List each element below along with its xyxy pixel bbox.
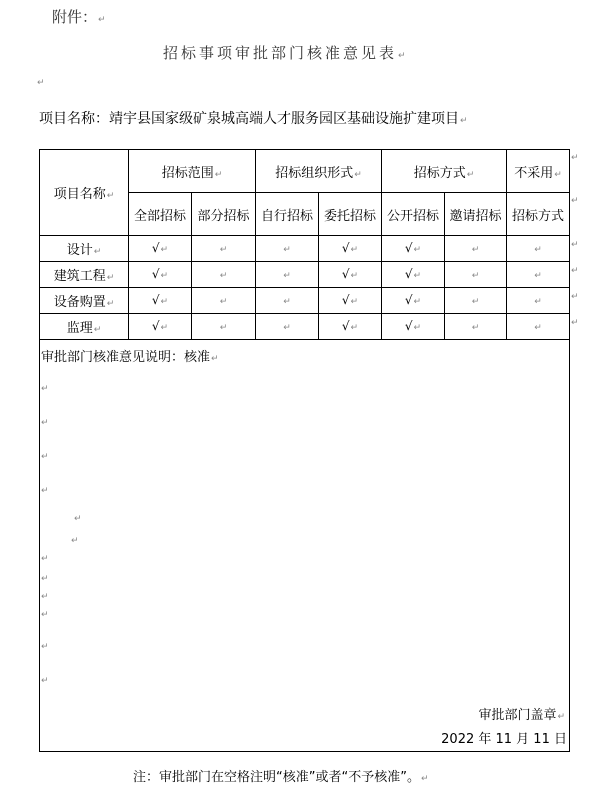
check-cell[interactable]: ↵ [256,314,319,340]
check-cell[interactable]: ↵ [256,262,319,288]
check-mark-icon: √ ↵ [405,293,421,307]
check-mark-icon: √ ↵ [342,319,358,333]
check-cell[interactable] [129,236,192,262]
check-cell[interactable]: ↵ [256,236,319,262]
table-row [40,314,570,340]
subheader-cell: 全部招标 [129,193,192,236]
table-row [40,288,570,314]
check-cell[interactable] [129,262,192,288]
document-title: 招标事项审批部门核准意见表 ↵ [163,42,409,63]
project-name-line: 项目名称：靖宇县国家级矿泉城高端人才服务园区基础设施扩建项目 ↵ [39,108,468,128]
subheader-cell: 公开招标 [382,193,445,236]
row-name: 设备购置 ↵ [40,288,129,314]
check-mark-icon: √ ↵ [342,267,358,281]
check-cell[interactable]: ↵ [507,262,570,288]
check-cell[interactable]: ↵ [507,236,570,262]
opinion-text: 审批部门核准意见说明：核准 ↵ [41,346,219,365]
paragraph-mark: ↵ [37,78,45,88]
check-cell[interactable]: ↵ [192,262,256,288]
check-mark-icon: √ ↵ [405,319,421,333]
approval-table [39,149,570,752]
check-mark-icon: √ ↵ [342,293,358,307]
approval-date: 2022 年 11 月 11 日 [441,732,567,747]
check-cell[interactable]: ↵ [445,236,507,262]
check-cell[interactable]: ↵ [192,314,256,340]
subheader-cell: 自行招标 [256,193,319,236]
check-cell[interactable] [382,262,445,288]
row-name: 监理 ↵ [40,314,129,340]
row-name: 建筑工程 ↵ [40,262,129,288]
check-cell[interactable] [382,236,445,262]
check-cell[interactable] [319,314,382,340]
table-row [40,236,570,262]
check-cell[interactable] [382,314,445,340]
opinion-cell[interactable]: 审批部门核准意见说明：核准 ↵ ↵ ↵ ↵ ↵ ↵ ↵ ↵ ↵ ↵ ↵ ↵ ↵ 审批部门盖章 ↵ 2022 年 11 月 11 日 [40,340,570,752]
check-mark-icon: √ ↵ [152,241,168,255]
attachment-label: 附件： ↵ [52,6,106,27]
check-mark-icon: √ ↵ [405,241,421,255]
check-mark-icon: √ ↵ [405,267,421,281]
check-cell[interactable] [319,236,382,262]
check-cell[interactable]: ↵ [507,288,570,314]
header-group: 招标范围 ↵ [129,150,256,193]
check-mark-icon: √ ↵ [342,241,358,255]
header-group: 招标方式 ↵ [382,150,507,193]
header-group: 不采用 ↵ [507,150,570,193]
subheader-cell: 委托招标 [319,193,382,236]
check-cell[interactable]: ↵ [192,236,256,262]
subheader-cell: 部分招标 [192,193,256,236]
approval-stamp-label: 审批部门盖章 ↵ [478,704,565,723]
row-name: 设计 ↵ [40,236,129,262]
check-cell[interactable]: ↵ [256,288,319,314]
check-mark-icon: √ ↵ [152,293,168,307]
subheader-cell: 招标方式 [507,193,570,236]
check-cell[interactable]: ↵ [445,314,507,340]
footnote: 注：审批部门在空格注明“核准”或者“不予核准”。 ↵ [133,766,429,785]
check-cell[interactable] [319,288,382,314]
header-project-name: 项目名称 ↵ [40,150,129,236]
check-cell[interactable]: ↵ [445,288,507,314]
check-cell[interactable]: ↵ [507,314,570,340]
check-cell[interactable] [382,288,445,314]
table-row [40,262,570,288]
check-cell[interactable] [319,262,382,288]
check-cell[interactable]: ↵ [445,262,507,288]
check-mark-icon: √ ↵ [152,319,168,333]
check-cell[interactable] [129,288,192,314]
header-group: 招标组织形式 ↵ [256,150,382,193]
check-mark-icon: √ ↵ [152,267,168,281]
check-cell[interactable]: ↵ [192,288,256,314]
subheader-cell: 邀请招标 [445,193,507,236]
check-cell[interactable] [129,314,192,340]
